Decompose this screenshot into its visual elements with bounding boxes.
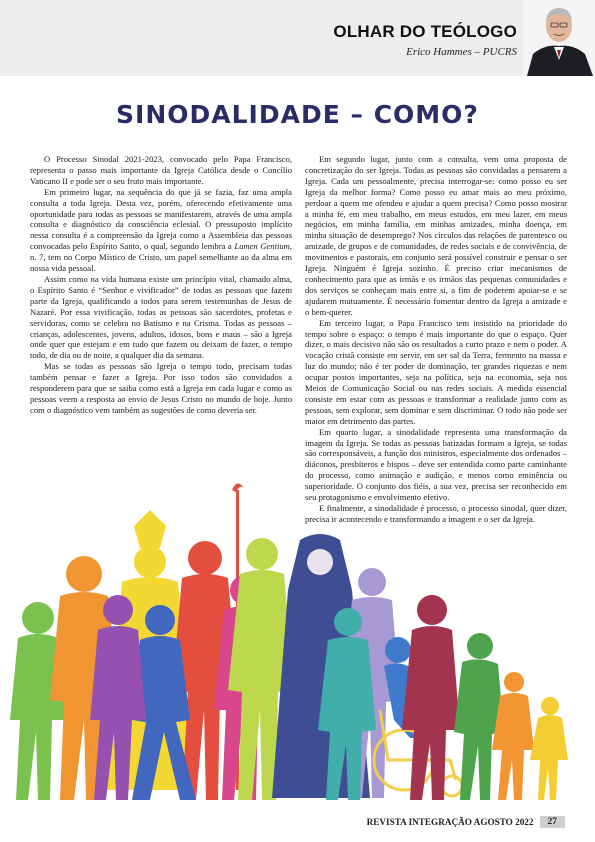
paragraph: Assim como na vida humana existe um princípio vital, chamado alma, o Espírito Santo é “Senhor e vivificador” de todas as pessoas que fazem parte da Igreja, qualificando a todos para serem testemunhas de Jesus de Nazaré. Por essa vivificação, todas as pessoas são sacerdotes, profetas e servidoras, como se celebra no Batismo e na Crisma. Todas as pessoas – crianças, adolescentes, jovens, adultos, idosos, bons e maus – são a Igreja onde quer que estejam e em tudo que fazem ou deixam de fazer, o tempo todo, de dia ou de noite, a qualquer dia da semana. [30,273,292,361]
synodal-people-illustration [0,470,595,812]
paragraph: Em quarto lugar, a sinodalidade representa uma transformação da imagem da Igreja. Se todas as pessoas batizadas formam a Igreja, se todas são corresponsáveis, a função dos ministros, especialmente dos ordenados – diáconos, presbíteros e bispos – deve ser entendida como parte caminhante do processo, como animação e audição, e menos como eminência ou superioridade. O conjunto dos fiéis, a sua vez, precisa ser reconhecido em seu protagonismo e envolvimento efetivo. [305,426,567,503]
article-title: SINODALIDADE – COMO? [116,100,479,129]
paragraph: Mas se todas as pessoas são Igreja o tempo todo, precisam todas também pensar e fazer a Igreja. Por isso todos são convidados a responderem para que se saiba como está a Igreja em cada lugar e como as pessoas veem a resposta ao envio de Jesus Cristo no mundo de hoje. Junto com o diagnóstico vem também as sugestões de como deveria ser. [30,361,292,415]
left-column [30,154,292,416]
author-name: Erico Hammes – PUCRS [406,46,517,58]
paragraph: Em segundo lugar, junto com a consulta, vem uma proposta de concretização do ser Igreja. Todas as pessoas são convidadas a pensarem a Igreja. Cada um pessoalmente, precisa interrogar-se: como posso eu ser Igreja da melhor forma? Como posso eu amar mais ao meu próximo, perdoar a quem me ofendeu e ajudar a quem precisa? Como posso mostrar a minha fé, em meu trabalho, em meus estudos, em meu lazer, em meus negócios, em minha família, em minhas amizades, minha doença, em minha situação de desemprego? Nos círculos das relações de parentesco ou amizade, de grupos e de comunidades, de redes sociais e de convivência, de movimentos e pastorais, em conjunto será possível construir e pensar o ser Igreja. Ninguém é Igreja sozinho. É preciso criar mecanismos de conhecimento para que as irmãs e os irmãos das pequenas comunidades e dos serviços se conheçam mais entre si, a fim de poderem apoiar-se e se ajudarem mutuamente. É necessário fomentar dentro da Igreja a amizade e o bem-querer. [305,154,567,317]
page-number: 27 [540,816,566,828]
figure-silhouette [454,633,504,800]
magazine-name: REVISTA INTEGRAÇÃO AGOSTO 2022 [366,817,534,827]
paragraph: Em primeiro lugar, na sequência do que já se fazia, faz uma ampla consulta a toda Igreja. Desta vez, porém, oferecendo efetivamente uma oportunidade para todas as pessoas se manifestarem, através de uma ampla consulta e diagnóstico da consciência eclesial. O pressuposto implícito nessa consulta é a compreensão da Igreja como a Assembleia das pessoas convocadas pelo Espírito Santo, o qual, segundo lembra a Lumen Gentium, n. 7, tem no Corpo Místico de Cristo, um papel semelhante ao da alma em nossa vida pessoal. [30,186,293,274]
figure-silhouette [530,697,568,800]
paragraph: O Processo Sinodal 2021-2023, convocado pelo Papa Francisco, representa o passo mais importante da Igreja Católica desde o Concílio Vaticano II e pode ser o seu fruto mais importante. [30,154,292,186]
paragraph: E finalmente, a sinodalidade é processo, o processo sinodal, quer dizer, precisa ir acontecendo e transformando a imagem e o ser da Igreja. [305,503,567,524]
author-photo [523,0,595,76]
footer [367,816,565,828]
column-name: OLHAR DO TEÓLOGO [333,22,517,41]
author-portrait-icon [523,0,595,76]
paragraph: Em terceiro lugar, o Papa Francisco tem insistido na prioridade do tempo sobre o espaço: o tempo é mais importante do que o espaço. Quer dizer, o mais decisivo não são os resultados a curto prazo e nem o poder. A vocação cristã consiste em servir, em ser sal da Terra, fermento na massa e luz do mundo; não é ter poder de dominação, ter grandes riquezas e nem ocupar postos importantes, seja na política, seja na economia, seja nos Meios de Comunicação Social ou nas redes sociais. A medida essencial consiste em estar com as pessoas e transformar a realidade junto com as pessoas, sem explorar, sem dominar e sem discriminar. O todo não pode ser maior em detrimento das partes. [305,317,567,426]
